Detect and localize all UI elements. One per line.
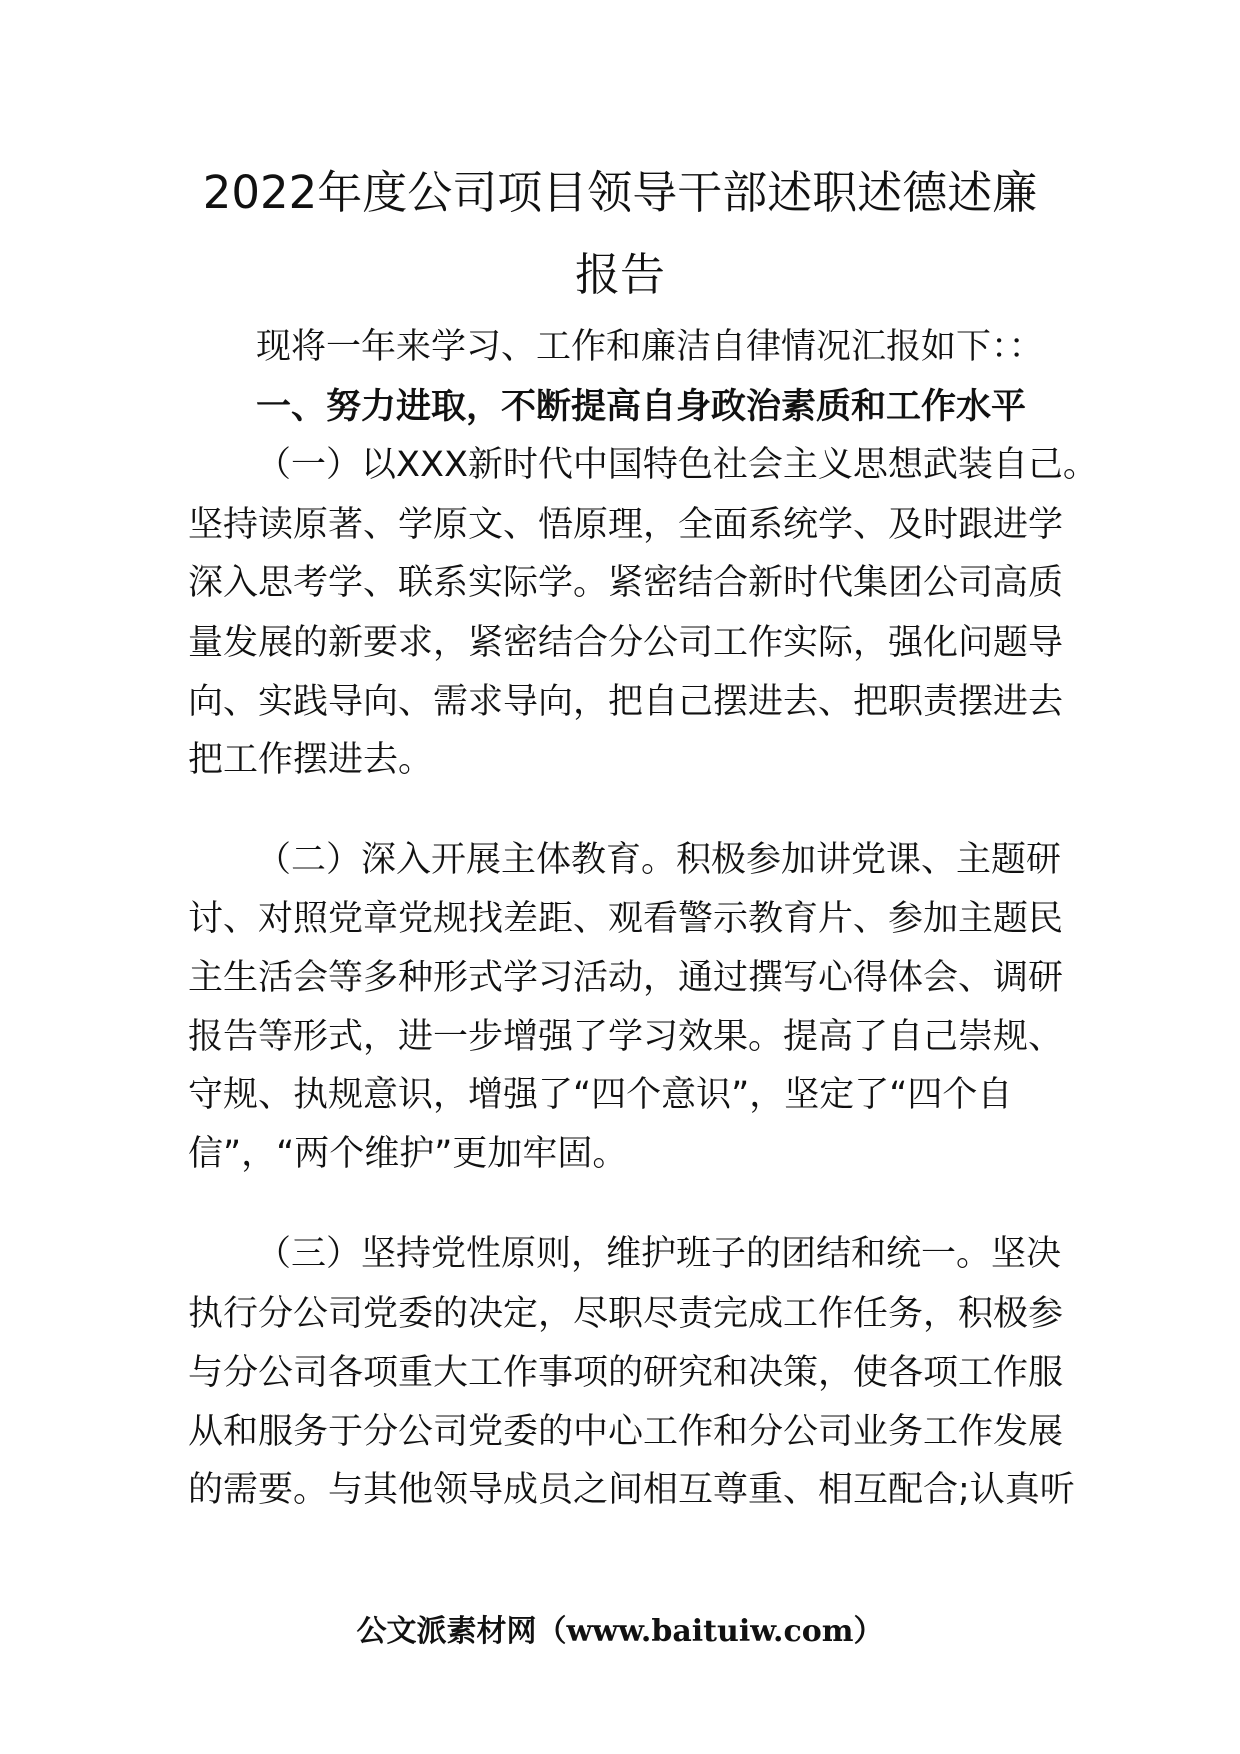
paragraph-1-line-3: 深入思考学、联系实际学。紧密结合新时代集团公司高质 xyxy=(188,563,1064,603)
paragraph-2-line-1: （二）深入开展主体教育。积极参加讲党课、主题研 xyxy=(256,840,1062,880)
intro-paragraph: 现将一年来学习、工作和廉洁自律情况汇报如下：： xyxy=(256,327,1044,367)
section-heading-1: 一、努力进取，不断提高自身政治素质和工作水平 xyxy=(256,387,1027,427)
paragraph-1-line-4: 量发展的新要求，紧密结合分公司工作实际，强化问题导 xyxy=(188,623,1064,663)
paragraph-3-line-5: 的需要。与其他领导成员之间相互尊重、相互配合;认真听 xyxy=(188,1470,1075,1510)
paragraph-3-line-4: 从和服务于分公司党委的中心工作和分公司业务工作发展 xyxy=(188,1412,1064,1452)
paragraph-1-line-2: 坚持读原著、学原文、悟原理，全面系统学、及时跟进学 xyxy=(188,505,1064,545)
paragraph-2-line-2: 讨、对照党章党规找差距、观看警示教育片、参加主题民 xyxy=(188,899,1064,939)
paragraph-2-line-3: 主生活会等多种形式学习活动，通过撰写心得体会、调研 xyxy=(188,958,1064,998)
document-title-line-2: 报告 xyxy=(574,248,665,301)
paragraph-1-line-1: （一）以XXX新时代中国特色社会主义思想武装自己。 xyxy=(256,445,1098,485)
paragraph-2-line-5: 守规、执规意识，增强了“四个意识”，坚定了“四个自 xyxy=(188,1075,1013,1115)
paragraph-1-line-5: 向、实践导向、需求导向，把自己摆进去、把职责摆进去 xyxy=(188,682,1064,722)
page-footer-watermark: 公文派素材网（www.baituiw.com） xyxy=(356,1614,884,1649)
paragraph-2-line-4: 报告等形式，进一步增强了学习效果。提高了自己崇规、 xyxy=(188,1017,1064,1057)
paragraph-1-line-6: 把工作摆进去。 xyxy=(188,740,434,780)
paragraph-2-line-6: 信”，“两个维护”更加牢固。 xyxy=(188,1134,628,1174)
paragraph-3-line-3: 与分公司各项重大工作事项的研究和决策，使各项工作服 xyxy=(188,1353,1064,1393)
paragraph-3-line-1: （三）坚持党性原则，维护班子的团结和统一。坚决 xyxy=(256,1234,1062,1274)
paragraph-3-line-2: 执行分公司党委的决定，尽职尽责完成工作任务，积极参 xyxy=(188,1294,1064,1334)
document-title-line-1: 2022年度公司项目领导干部述职述德述廉 xyxy=(202,166,1038,219)
